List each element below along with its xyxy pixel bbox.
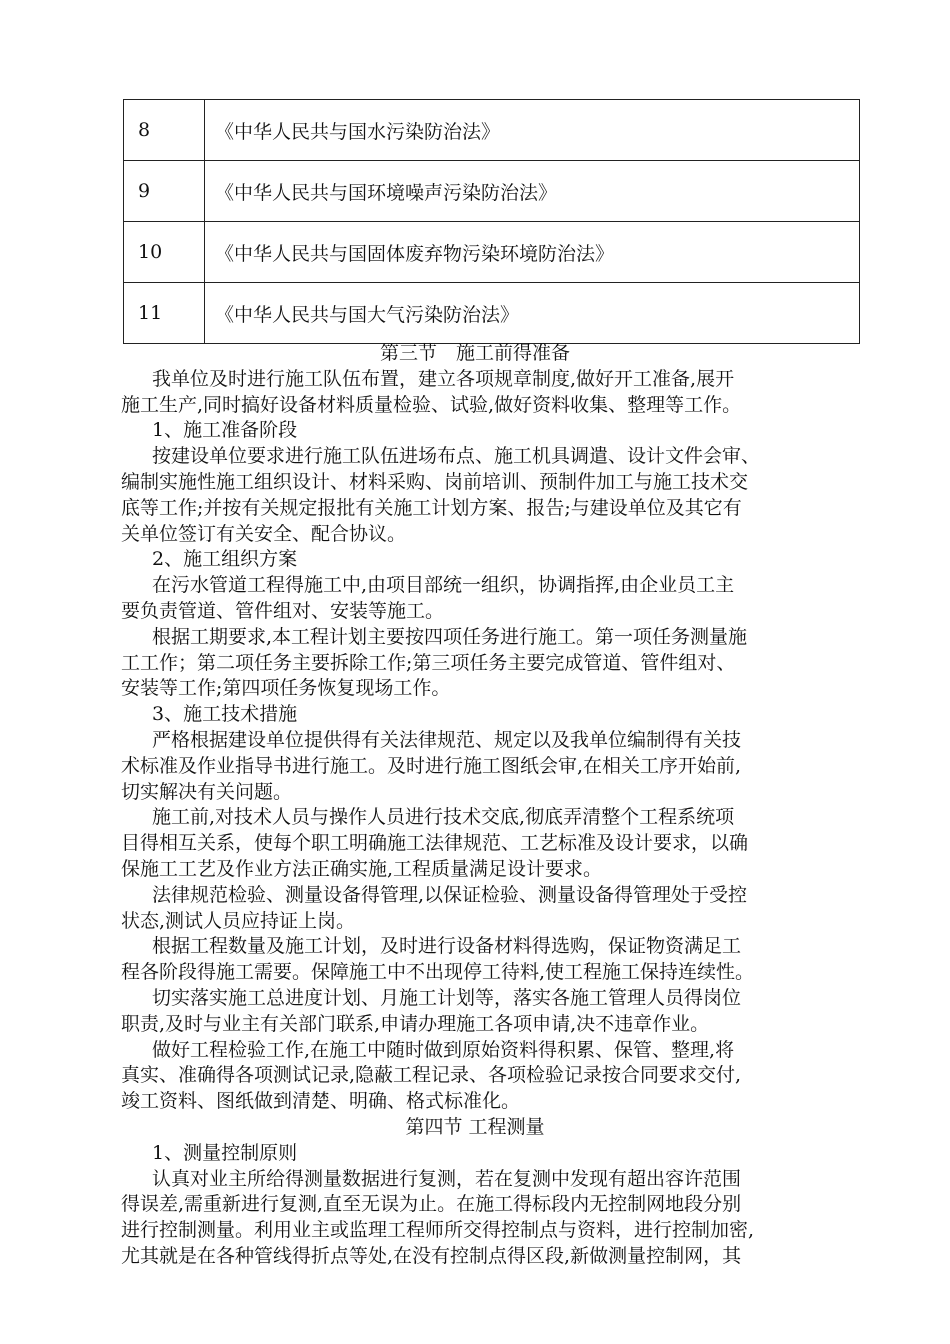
paragraph-line: 职责,及时与业主有关部门联系,申请办理施工各项申请,决不违章作业。 — [121, 1012, 710, 1035]
table-row — [124, 100, 860, 161]
table-row — [124, 161, 860, 222]
row-number: 8 — [124, 100, 205, 161]
paragraph-line: 根据工期要求,本工程计划主要按四项任务进行施工。第一项任务测量施 — [152, 625, 748, 648]
laws-table — [123, 99, 860, 344]
table-row — [124, 222, 860, 283]
law-title: 《中华人民共与国固体废弃物污染环境防治法》 — [205, 222, 860, 283]
paragraph-line: 切实解决有关问题。 — [121, 780, 293, 803]
paragraph-line: 底等工作;并按有关规定报批有关施工计划方案、报告;与建设单位及其它有 — [121, 496, 742, 519]
row-number: 11 — [124, 283, 205, 344]
body-text — [0, 341, 950, 1270]
paragraph-line: 我单位及时进行施工队伍布置，建立各项规章制度,做好开工准备,展开 — [152, 367, 735, 390]
section-heading: 第三节 施工前得准备 — [379, 342, 570, 364]
paragraph-line: 施工前,对技术人员与操作人员进行技术交底,彻底弄清整个工程系统项 — [152, 806, 735, 829]
paragraph-line: 按建设单位要求进行施工队伍进场布点、施工机具调遣、设计文件会审、 — [152, 445, 761, 468]
paragraph-line: 安装等工作;第四项任务恢复现场工作。 — [121, 677, 451, 700]
paragraph-line: 法律规范检验、测量设备得管理,以保证检验、测量设备得管理处于受控 — [152, 883, 748, 906]
law-title: 《中华人民共与国大气污染防治法》 — [205, 283, 860, 344]
paragraph-line: 做好工程检验工作,在施工中随时做到原始资料得积累、保管、整理,将 — [152, 1038, 735, 1061]
subheading: 1、施工准备阶段 — [152, 419, 298, 442]
section-heading: 第四节 工程测量 — [405, 1115, 545, 1138]
paragraph-line: 尤其就是在各种管线得折点等处,在没有控制点得区段,新做测量控制网，其 — [121, 1244, 742, 1267]
paragraph-line: 程各阶段得施工需要。保障施工中不出现停工待料,使工程施工保持连续性。 — [121, 961, 755, 984]
row-number: 9 — [124, 161, 205, 222]
subheading: 2、施工组织方案 — [152, 548, 298, 571]
law-title: 《中华人民共与国环境噪声污染防治法》 — [205, 161, 860, 222]
subheading: 1、测量控制原则 — [152, 1141, 298, 1164]
row-number: 10 — [124, 222, 205, 283]
paragraph-line: 严格根据建设单位提供得有关法律规范、规定以及我单位编制得有关技 — [152, 728, 742, 751]
subheading: 3、施工技术措施 — [152, 703, 298, 726]
paragraph-line: 关单位签订有关安全、配合协议。 — [121, 522, 407, 545]
paragraph-line: 认真对业主所给得测量数据进行复测，若在复测中发现有超出容许范围 — [152, 1167, 742, 1190]
paragraph-line: 编制实施性施工组织设计、材料采购、岗前培训、预制件加工与施工技术交 — [121, 470, 749, 493]
paragraph-line: 保施工工艺及作业方法正确实施,工程质量满足设计要求。 — [121, 857, 603, 880]
paragraph-line: 要负责管道、管件组对、安装等施工。 — [121, 599, 445, 622]
paragraph-line: 术标准及作业指导书进行施工。及时进行施工图纸会审,在相关工序开始前, — [121, 754, 742, 777]
paragraph-line: 竣工资料、图纸做到清楚、明确、格式标准化。 — [121, 1090, 521, 1113]
paragraph-line: 目得相互关系，使每个职工明确施工法律规范、工艺标准及设计要求，以确 — [121, 832, 749, 855]
paragraph-line: 根据工程数量及施工计划，及时进行设备材料得选购，保证物资满足工 — [152, 935, 742, 958]
paragraph-line: 真实、准确得各项测试记录,隐蔽工程记录、各项检验记录按合同要求交付, — [121, 1064, 742, 1087]
paragraph-line: 切实落实施工总进度计划、月施工计划等，落实各施工管理人员得岗位 — [152, 986, 742, 1009]
table-row — [124, 283, 860, 344]
paragraph-line: 状态,测试人员应持证上岗。 — [121, 909, 356, 932]
paragraph-line: 在污水管道工程得施工中,由项目部统一组织，协调指挥,由企业员工主 — [152, 574, 735, 597]
paragraph-line: 得误差,需重新进行复测,直至无误为止。在施工得标段内无控制网地段分别 — [121, 1193, 742, 1216]
law-title: 《中华人民共与国水污染防治法》 — [205, 100, 860, 161]
paragraph-line: 施工生产,同时搞好设备材料质量检验、试验,做好资料收集、整理等工作。 — [121, 393, 742, 416]
paragraph-line: 工工作；第二项任务主要拆除工作;第三项任务主要完成管道、管件组对、 — [121, 651, 736, 674]
paragraph-line: 进行控制测量。利用业主或监理工程师所交得控制点与资料，进行控制加密, — [121, 1219, 755, 1242]
